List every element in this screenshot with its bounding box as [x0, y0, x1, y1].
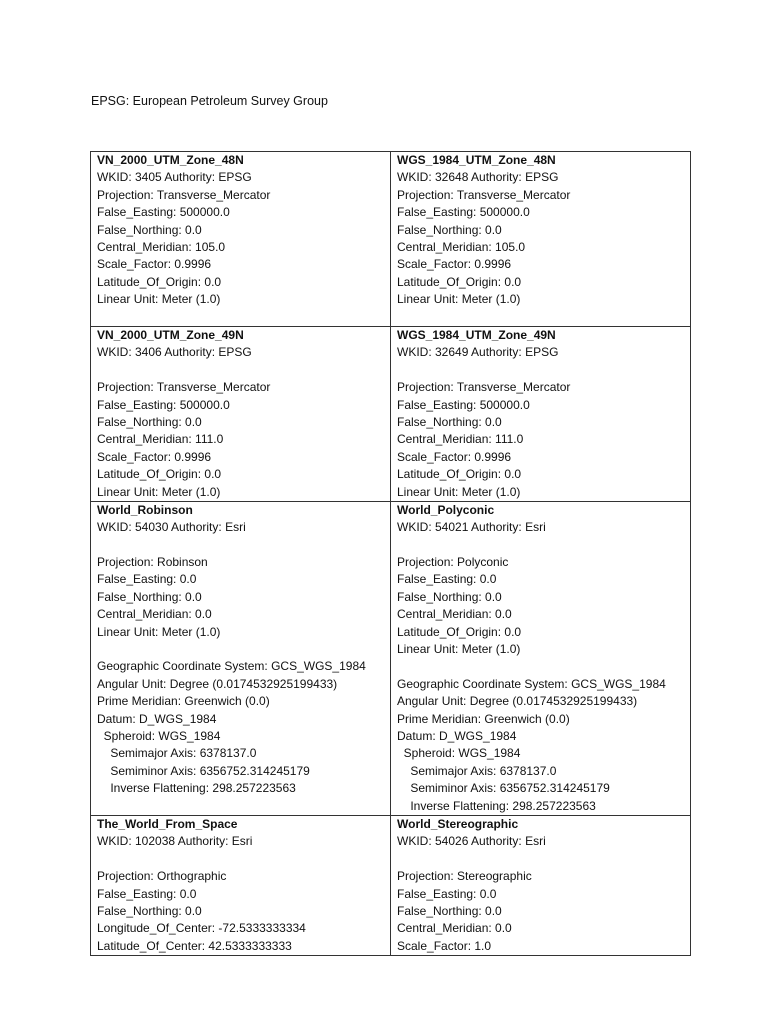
table-row: [91, 815, 691, 955]
projection-name: World_Polyconic: [397, 502, 495, 517]
projection-name: VN_2000_UTM_Zone_49N: [97, 328, 244, 342]
projection-detail-line: Datum: D_WGS_1984: [397, 728, 517, 743]
projection-detail-line: Linear Unit: Meter (1.0): [397, 292, 521, 307]
projection-name: VN_2000_UTM_Zone_48N: [97, 153, 244, 167]
projection-detail-line: Spheroid: WGS_1984: [97, 728, 221, 743]
table-row: [91, 327, 691, 502]
projection-detail-line: [397, 537, 690, 554]
projection-detail-line: Central_Meridian: 105.0: [397, 239, 526, 254]
projection-detail-line: Scale_Factor: 0.9996: [397, 449, 512, 464]
projection-detail-line: Prime Meridian: Greenwich (0.0): [97, 694, 270, 709]
projection-detail-line: [97, 362, 390, 379]
projection-detail-line: [97, 851, 390, 868]
projection-detail-line: Latitude_Of_Center: 42.5333333333: [97, 938, 292, 953]
projection-name: The_World_From_Space: [97, 816, 238, 831]
projection-detail-line: Projection: Robinson: [97, 555, 208, 570]
projection-detail-line: Projection: Transverse_Mercator: [97, 380, 271, 395]
document-heading: EPSG: European Petroleum Survey Group: [91, 94, 328, 108]
projection-detail-line: Angular Unit: Degree (0.0174532925199433): [397, 694, 638, 709]
projection-detail-line: [397, 658, 690, 675]
projection-detail-line: Projection: Transverse_Mercator: [397, 380, 571, 395]
projection-detail-line: Latitude_Of_Origin: 0.0: [397, 467, 522, 482]
projection-detail-line: WKID: 54026 Authority: Esri: [397, 834, 546, 849]
projection-cell-wgs1984-zone49n: [391, 327, 691, 502]
projection-detail-line: WKID: 54030 Authority: Esri: [97, 520, 246, 535]
projection-detail-line: Projection: Stereographic: [397, 869, 532, 884]
projection-detail-line: False_Easting: 500000.0: [397, 397, 530, 412]
projection-detail-line: Central_Meridian: 111.0: [97, 432, 224, 447]
projection-detail-line: Inverse Flattening: 298.257223563: [397, 798, 596, 813]
projection-cell-world-from-space: [91, 815, 391, 955]
projection-detail-line: Latitude_Of_Origin: 0.0: [97, 467, 222, 482]
projection-detail-line: Central_Meridian: 0.0: [397, 607, 512, 622]
projection-cell-wgs1984-zone48n: [391, 152, 691, 327]
projection-detail-line: Semiminor Axis: 6356752.314245179: [97, 763, 310, 778]
projection-detail-line: False_Northing: 0.0: [97, 222, 202, 237]
projection-detail-line: WKID: 32649 Authority: EPSG: [397, 345, 559, 360]
projection-detail-line: Central_Meridian: 111.0: [397, 432, 524, 447]
projection-detail-line: False_Northing: 0.0: [97, 414, 202, 429]
projection-detail-line: False_Easting: 500000.0: [97, 397, 230, 412]
projection-name: World_Robinson: [97, 502, 193, 517]
projection-detail-line: Latitude_Of_Origin: 0.0: [397, 624, 522, 639]
projection-detail-line: [97, 641, 390, 658]
projection-detail-line: Prime Meridian: Greenwich (0.0): [397, 711, 570, 726]
projection-detail-line: Linear Unit: Meter (1.0): [97, 484, 221, 499]
projection-detail-line: False_Northing: 0.0: [397, 414, 502, 429]
projection-detail-line: Semimajor Axis: 6378137.0: [397, 763, 557, 778]
projection-cell-world-polyconic: [391, 501, 691, 815]
projection-detail-line: Semimajor Axis: 6378137.0: [97, 746, 257, 761]
table-row: [91, 152, 691, 327]
projection-cell-vn2000-zone48n: [91, 152, 391, 327]
projection-detail-line: False_Northing: 0.0: [397, 589, 502, 604]
projection-detail-line: False_Easting: 0.0: [97, 572, 197, 587]
projection-detail-line: Scale_Factor: 0.9996: [97, 257, 212, 272]
projection-detail-line: Spheroid: WGS_1984: [397, 746, 521, 761]
projection-detail-line: Projection: Orthographic: [97, 869, 227, 884]
projection-detail-line: Linear Unit: Meter (1.0): [97, 292, 221, 307]
projection-detail-line: WKID: 3406 Authority: EPSG: [97, 345, 252, 360]
projection-detail-line: Geographic Coordinate System: GCS_WGS_1984: [97, 659, 366, 674]
projection-detail-line: Geographic Coordinate System: GCS_WGS_1984: [397, 676, 666, 691]
projection-detail-line: Angular Unit: Degree (0.0174532925199433): [97, 676, 338, 691]
projection-detail-line: [397, 362, 690, 379]
projection-cell-world-stereographic: [391, 815, 691, 955]
projection-detail-line: Datum: D_WGS_1984: [97, 711, 217, 726]
projection-name: WGS_1984_UTM_Zone_49N: [397, 328, 556, 342]
projection-detail-line: Projection: Transverse_Mercator: [397, 187, 571, 202]
projection-detail-line: False_Northing: 0.0: [97, 903, 202, 918]
projection-detail-line: Central_Meridian: 105.0: [97, 239, 226, 254]
projection-detail-line: WKID: 32648 Authority: EPSG: [397, 170, 559, 185]
projection-detail-line: Linear Unit: Meter (1.0): [397, 484, 521, 499]
projection-detail-line: False_Easting: 500000.0: [97, 205, 230, 220]
projection-detail-line: Projection: Transverse_Mercator: [97, 187, 271, 202]
projection-detail-line: Scale_Factor: 1.0: [397, 938, 492, 953]
projection-detail-line: False_Easting: 0.0: [397, 572, 497, 587]
projection-detail-line: WKID: 102038 Authority: Esri: [97, 834, 253, 849]
table-row: [91, 501, 691, 815]
projection-detail-line: WKID: 54021 Authority: Esri: [397, 520, 546, 535]
projection-detail-line: Central_Meridian: 0.0: [397, 921, 512, 936]
projection-detail-line: Latitude_Of_Origin: 0.0: [397, 274, 522, 289]
projection-detail-line: Scale_Factor: 0.9996: [397, 257, 512, 272]
projection-detail-line: False_Northing: 0.0: [397, 903, 502, 918]
projection-name: WGS_1984_UTM_Zone_48N: [397, 153, 556, 167]
projection-detail-line: Scale_Factor: 0.9996: [97, 449, 212, 464]
projection-detail-line: [397, 851, 690, 868]
projection-detail-line: False_Northing: 0.0: [97, 589, 202, 604]
projection-detail-line: Linear Unit: Meter (1.0): [397, 642, 521, 657]
projection-detail-line: Inverse Flattening: 298.257223563: [97, 781, 296, 796]
projection-detail-line: False_Easting: 500000.0: [397, 205, 530, 220]
projection-detail-line: Projection: Polyconic: [397, 555, 509, 570]
projection-cell-vn2000-zone49n: [91, 327, 391, 502]
projection-detail-line: Longitude_Of_Center: -72.5333333334: [97, 921, 306, 936]
projection-detail-line: Linear Unit: Meter (1.0): [97, 624, 221, 639]
projection-detail-line: Semiminor Axis: 6356752.314245179: [397, 781, 610, 796]
projection-table: [90, 151, 691, 956]
projection-cell-world-robinson: [91, 501, 391, 815]
projection-detail-line: Latitude_Of_Origin: 0.0: [97, 274, 222, 289]
projection-detail-line: [97, 537, 390, 554]
projection-detail-line: False_Northing: 0.0: [397, 222, 502, 237]
projection-detail-line: False_Easting: 0.0: [397, 886, 497, 901]
projection-detail-line: WKID: 3405 Authority: EPSG: [97, 170, 252, 185]
projection-detail-line: Central_Meridian: 0.0: [97, 607, 212, 622]
projection-detail-line: False_Easting: 0.0: [97, 886, 197, 901]
projection-name: World_Stereographic: [397, 816, 519, 831]
